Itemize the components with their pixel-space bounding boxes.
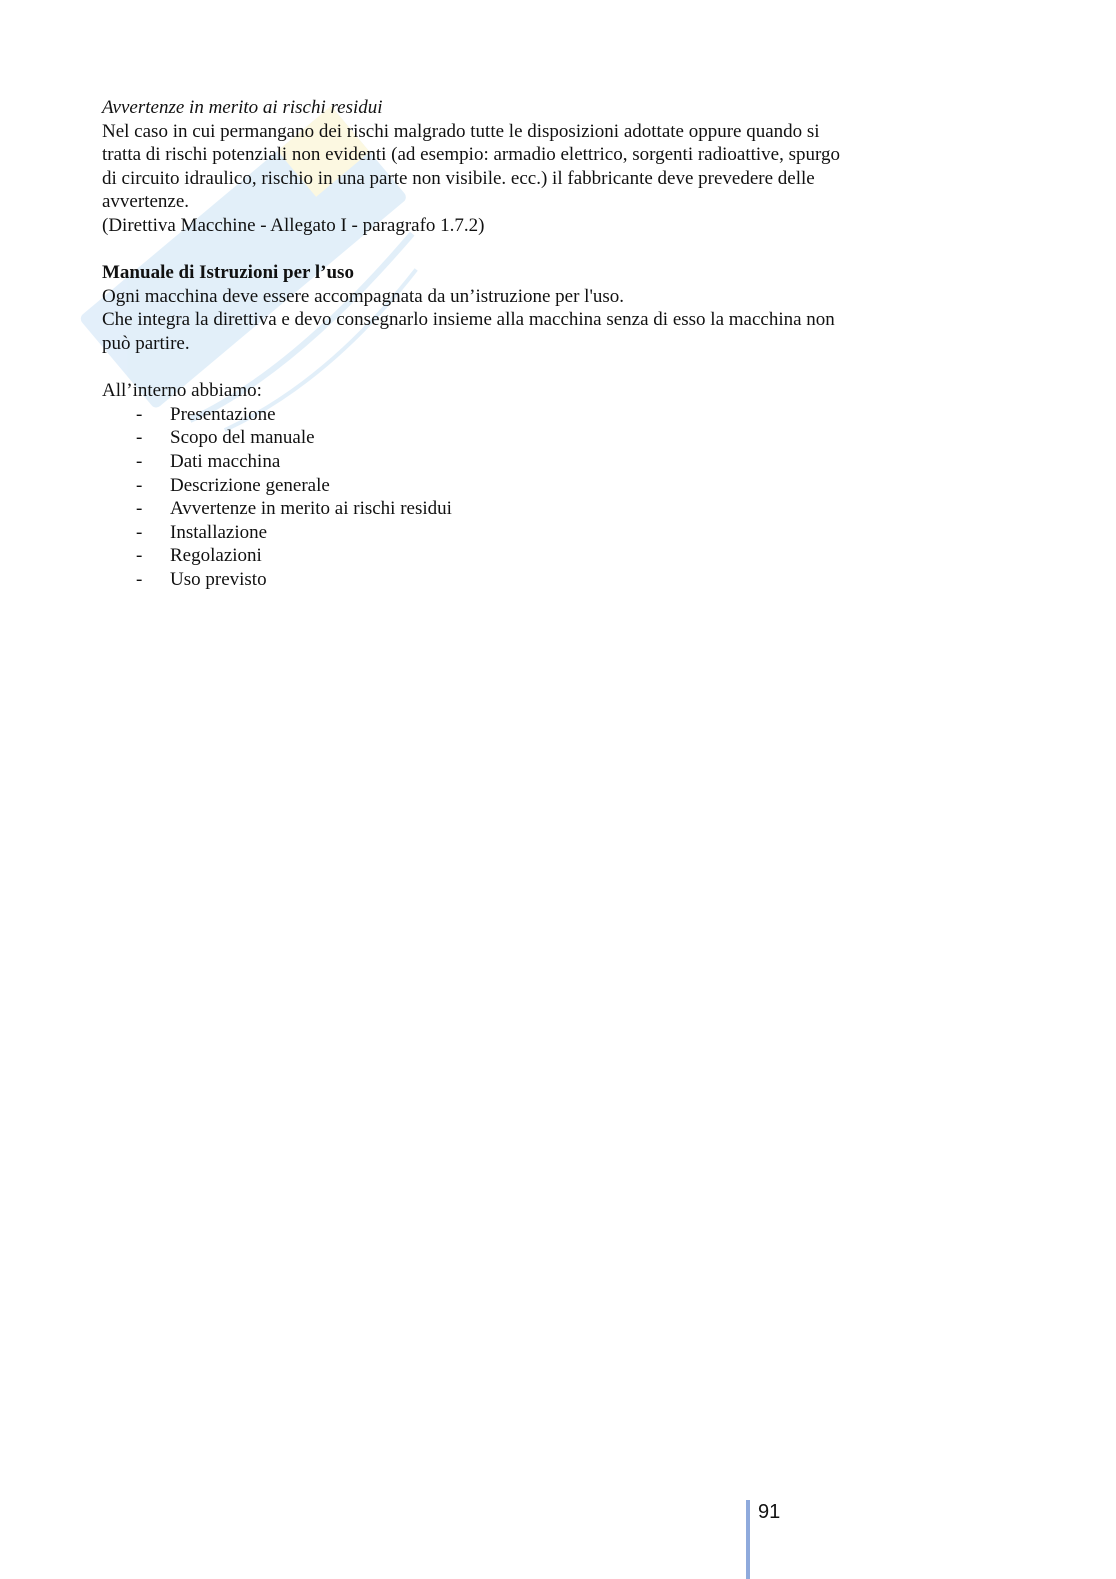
- bullet-dash: -: [136, 521, 143, 543]
- list-item: [102, 474, 922, 498]
- bullet-dash: -: [136, 568, 143, 590]
- paragraph-line: può partire.: [102, 332, 190, 354]
- spacer: [102, 238, 922, 262]
- list-item: [102, 521, 922, 545]
- list-item: [102, 403, 922, 427]
- list-item-label: Installazione: [170, 521, 268, 543]
- list-item: [102, 497, 922, 521]
- bullet-dash: -: [136, 403, 143, 425]
- list-item: [102, 450, 922, 474]
- section-heading-rischi-residui: Avvertenze in merito ai rischi residui: [102, 97, 383, 118]
- paragraph-line: avvertenze.: [102, 191, 190, 213]
- list-intro: All’interno abbiamo:: [102, 380, 262, 402]
- page-number-rule: [746, 1500, 750, 1579]
- list-item-label: Avvertenze in merito ai rischi residui: [170, 498, 452, 520]
- section-heading-manuale: Manuale di Istruzioni per l’uso: [102, 262, 354, 284]
- list-item: [102, 568, 922, 592]
- list-item-label: Uso previsto: [170, 568, 267, 590]
- spacer: [102, 356, 922, 380]
- list-item: [102, 426, 922, 450]
- list-item-label: Dati macchina: [170, 450, 281, 472]
- paragraph-line: di circuito idraulico, rischio in una parte non visibile. ecc.) il fabbricante deve prevedere delle: [102, 167, 815, 189]
- paragraph-line: Che integra la direttiva e devo consegnarlo insieme alla macchina senza di esso la macchina non: [102, 309, 835, 331]
- contents-list: [102, 403, 922, 592]
- bullet-dash: -: [136, 545, 143, 567]
- bullet-dash: -: [136, 498, 143, 520]
- document-body: [102, 96, 922, 591]
- list-item-label: Presentazione: [170, 403, 276, 425]
- paragraph-line: Ogni macchina deve essere accompagnata da un’istruzione per l'uso.: [102, 285, 625, 307]
- list-item-label: Descrizione generale: [170, 474, 330, 496]
- bullet-dash: -: [136, 427, 143, 449]
- list-item-label: Scopo del manuale: [170, 427, 315, 449]
- reference-line: (Direttiva Macchine - Allegato I - paragrafo 1.7.2): [102, 214, 485, 236]
- list-item: [102, 544, 922, 568]
- list-item-label: Regolazioni: [170, 545, 262, 567]
- bullet-dash: -: [136, 450, 143, 472]
- paragraph-line: Nel caso in cui permangano dei rischi malgrado tutte le disposizioni adottate oppure quando si: [102, 120, 820, 142]
- paragraph-line: tratta di rischi potenziali non evidenti (ad esempio: armadio elettrico, sorgenti radioattive, spurgo: [102, 144, 840, 166]
- page-number: 91: [758, 1501, 781, 1523]
- bullet-dash: -: [136, 474, 143, 496]
